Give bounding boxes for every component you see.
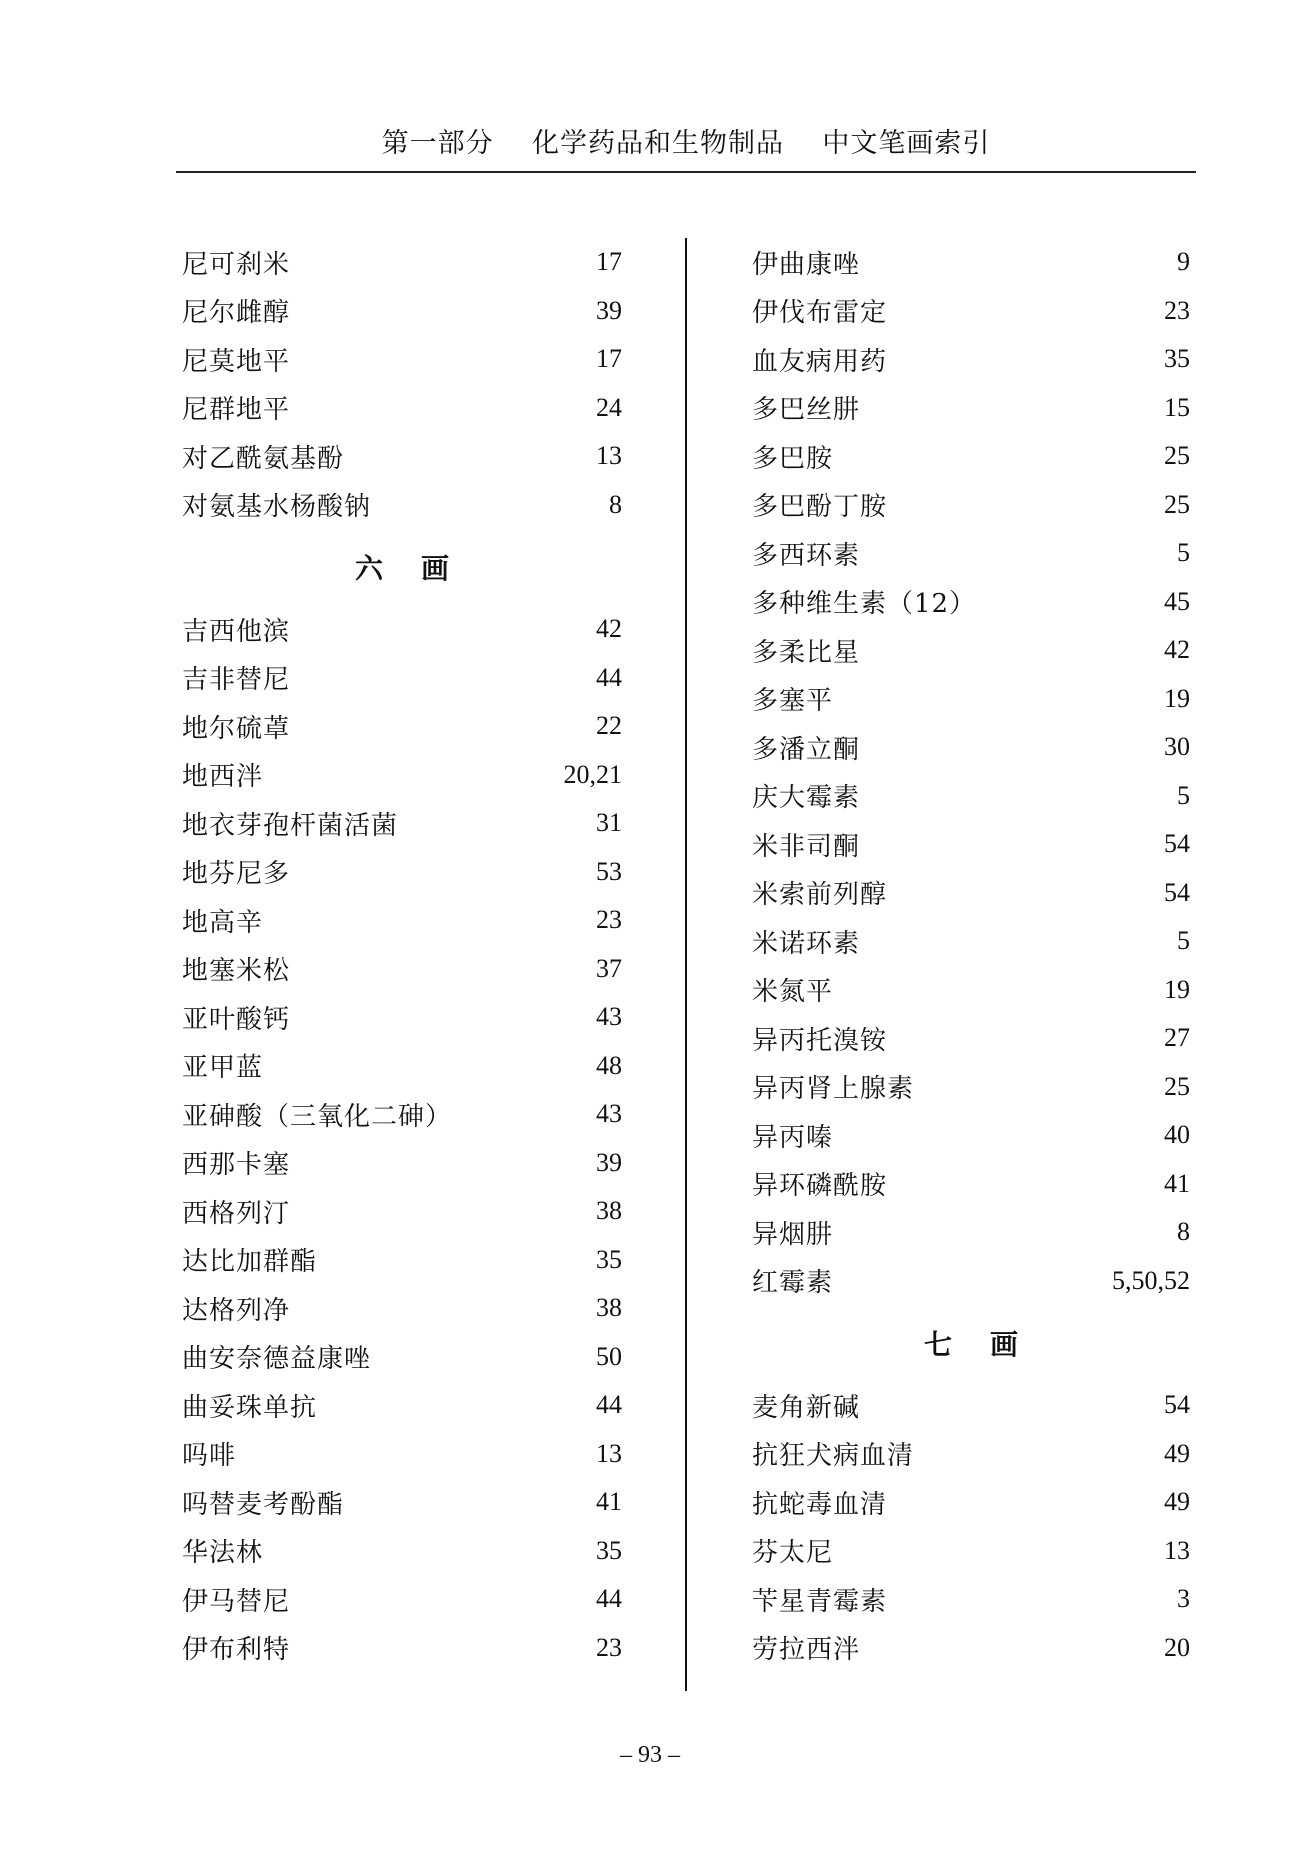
page-reference: 40: [1164, 1120, 1190, 1150]
index-entry: [182, 1139, 622, 1188]
drug-name: 庆大霉素: [752, 783, 861, 814]
page-reference: 5,50,52: [1112, 1265, 1190, 1295]
drug-name: 多巴酚丁胺: [752, 492, 888, 523]
running-header: 第一部分 化学药品和生物制品 中文笔画索引: [381, 128, 991, 159]
drug-name: 地西泮: [182, 762, 264, 793]
drug-name: 米非司酮: [752, 831, 861, 862]
index-entry: [752, 238, 1190, 287]
page-reference: 42: [1164, 635, 1190, 665]
index-entry: [752, 772, 1190, 821]
drug-name: 多柔比星: [752, 637, 861, 668]
drug-name: 西格列汀: [182, 1198, 291, 1229]
page-reference: 43: [596, 1099, 622, 1129]
index-entry: [752, 1208, 1190, 1257]
page-reference: 50: [596, 1341, 622, 1371]
drug-name: 亚甲蓝: [182, 1053, 264, 1084]
index-entry: [182, 1187, 622, 1236]
drug-name: 红霉素: [752, 1268, 834, 1299]
page-reference: 5: [1177, 538, 1190, 568]
page-reference: 44: [596, 1390, 622, 1420]
drug-name: 劳拉西泮: [752, 1635, 861, 1666]
index-entry: [752, 1111, 1190, 1160]
stroke-count-heading: 七画: [923, 1328, 1056, 1361]
page-reference: 5: [1177, 780, 1190, 810]
index-entry: [752, 1063, 1190, 1112]
index-entry: [182, 1236, 622, 1285]
page-reference: 43: [596, 1002, 622, 1032]
page-reference: 22: [596, 711, 622, 741]
index-entry: [182, 605, 622, 654]
page-reference: 30: [1164, 732, 1190, 762]
index-entry: [752, 1575, 1190, 1624]
drug-name: 多种维生素（12）: [752, 589, 977, 620]
page-number: – 93 –: [620, 1742, 680, 1768]
index-entry: [182, 238, 622, 287]
index-entry: [182, 481, 622, 530]
drug-name: 吉非替尼: [182, 665, 291, 696]
page-reference: 8: [1177, 1217, 1190, 1247]
drug-name: 地衣芽孢杆菌活菌: [182, 810, 399, 841]
drug-name: 异丙托溴铵: [752, 1025, 888, 1056]
drug-name: 伊曲康唑: [752, 249, 861, 280]
page-reference: 41: [596, 1487, 622, 1517]
page-reference: 15: [1164, 392, 1190, 422]
drug-name: 多巴丝肼: [752, 395, 861, 426]
drug-name: 麦角新碱: [752, 1392, 861, 1423]
page-reference: 23: [596, 1632, 622, 1662]
drug-name: 吗啡: [182, 1441, 237, 1472]
index-entry: [752, 917, 1190, 966]
index-entry: [752, 966, 1190, 1015]
page-reference: 13: [596, 441, 622, 471]
page-reference: 35: [596, 1244, 622, 1274]
index-entry: [182, 1284, 622, 1333]
drug-name: 血友病用药: [752, 346, 888, 377]
drug-name: 地尔硫䓬: [182, 713, 291, 744]
drug-name: 米索前列醇: [752, 880, 888, 911]
page-reference: 5: [1177, 926, 1190, 956]
drug-name: 达比加群酯: [182, 1247, 318, 1278]
index-entry: [182, 1624, 622, 1673]
page-reference: 44: [596, 1584, 622, 1614]
drug-name: 多塞平: [752, 686, 834, 717]
index-entry: [182, 287, 622, 336]
drug-name: 华法林: [182, 1538, 264, 1569]
index-entry: [752, 1478, 1190, 1527]
page-reference: 37: [596, 953, 622, 983]
index-entry: [752, 335, 1190, 384]
drug-name: 米诺环素: [752, 928, 861, 959]
drug-name: 多巴胺: [752, 443, 834, 474]
page-reference: 49: [1164, 1487, 1190, 1517]
page-reference: 53: [596, 856, 622, 886]
index-entry: [752, 1160, 1190, 1209]
drug-name: 尼尔雌醇: [182, 298, 291, 329]
page-reference: 35: [596, 1535, 622, 1565]
drug-name: 尼群地平: [182, 395, 291, 426]
index-entry: [182, 1575, 622, 1624]
page-reference: 48: [596, 1050, 622, 1080]
index-column-right: [752, 238, 1190, 1672]
page-reference: 42: [596, 614, 622, 644]
index-entry: [182, 654, 622, 703]
drug-name: 对氨基水杨酸钠: [182, 492, 372, 523]
index-entry: [752, 384, 1190, 433]
page-reference: 27: [1164, 1023, 1190, 1053]
drug-name: 西那卡塞: [182, 1150, 291, 1181]
page-reference: 19: [1164, 683, 1190, 713]
page-reference: 54: [1164, 829, 1190, 859]
drug-name: 吗替麦考酚酯: [182, 1489, 345, 1520]
page-reference: 38: [596, 1196, 622, 1226]
index-entry: [752, 675, 1190, 724]
page-reference: 25: [1164, 489, 1190, 519]
page-reference: 19: [1164, 974, 1190, 1004]
drug-name: 抗狂犬病血清: [752, 1441, 915, 1472]
page-reference: 25: [1164, 441, 1190, 471]
drug-name: 对乙酰氨基酚: [182, 443, 345, 474]
index-entry: [752, 432, 1190, 481]
index-entry: [752, 1381, 1190, 1430]
drug-name: 米氮平: [752, 977, 834, 1008]
index-entry: [182, 1527, 622, 1576]
index-entry: [182, 945, 622, 994]
page-reference: 39: [596, 1147, 622, 1177]
page-reference: 20: [1164, 1632, 1190, 1662]
drug-name: 伊伐布雷定: [752, 298, 888, 329]
page-reference: 54: [1164, 877, 1190, 907]
index-entry: [182, 1333, 622, 1382]
page-reference: 38: [596, 1293, 622, 1323]
index-entry: [182, 335, 622, 384]
index-entry: [182, 432, 622, 481]
drug-name: 地芬尼多: [182, 859, 291, 890]
page-reference: 17: [596, 247, 622, 277]
header-rule: [176, 171, 1196, 173]
index-entry: [752, 287, 1190, 336]
drug-name: 异烟肼: [752, 1219, 834, 1250]
page-reference: 45: [1164, 586, 1190, 616]
drug-name: 曲妥珠单抗: [182, 1392, 318, 1423]
index-entry: [752, 578, 1190, 627]
page-reference: 8: [609, 489, 622, 519]
drug-name: 吉西他滨: [182, 616, 291, 647]
index-entry: [752, 723, 1190, 772]
drug-name: 曲安奈德益康唑: [182, 1344, 372, 1375]
page-reference: 54: [1164, 1390, 1190, 1420]
index-entry: [752, 1527, 1190, 1576]
page-reference: 41: [1164, 1168, 1190, 1198]
drug-name: 尼可刹米: [182, 249, 291, 280]
index-entry: [182, 799, 622, 848]
drug-name: 地高辛: [182, 907, 264, 938]
index-entry: [182, 993, 622, 1042]
index-entry: [752, 626, 1190, 675]
page-reference: 24: [596, 392, 622, 422]
index-entry: [182, 702, 622, 751]
page-reference: 39: [596, 295, 622, 325]
page-reference: 49: [1164, 1438, 1190, 1468]
drug-name: 亚砷酸（三氧化二砷）: [182, 1101, 453, 1132]
index-entry: [182, 896, 622, 945]
index-entry: [182, 751, 622, 800]
page-reference: 20,21: [563, 759, 622, 789]
index-entry: [182, 848, 622, 897]
drug-name: 亚叶酸钙: [182, 1004, 291, 1035]
index-entry: [182, 1430, 622, 1479]
drug-name: 伊马替尼: [182, 1586, 291, 1617]
drug-name: 尼莫地平: [182, 346, 291, 377]
index-entry: [752, 1430, 1190, 1479]
index-entry: [752, 820, 1190, 869]
index-entry: [182, 1478, 622, 1527]
page-reference: 3: [1177, 1584, 1190, 1614]
page-reference: 23: [596, 905, 622, 935]
page-reference: 35: [1164, 344, 1190, 374]
index-entry: [182, 1042, 622, 1091]
page-reference: 25: [1164, 1071, 1190, 1101]
drug-name: 伊布利特: [182, 1635, 291, 1666]
stroke-count-heading: 六画: [354, 552, 487, 585]
index-entry: [752, 1624, 1190, 1673]
page-reference: 13: [1164, 1535, 1190, 1565]
page-reference: 17: [596, 344, 622, 374]
index-entry: [752, 1257, 1190, 1306]
drug-name: 达格列净: [182, 1295, 291, 1326]
page-reference: 31: [596, 808, 622, 838]
drug-name: 芬太尼: [752, 1538, 834, 1569]
index-entry: [182, 1090, 622, 1139]
index-entry: [182, 384, 622, 433]
index-entry: [752, 529, 1190, 578]
page-reference: 9: [1177, 247, 1190, 277]
drug-name: 苄星青霉素: [752, 1586, 888, 1617]
drug-name: 多潘立酮: [752, 734, 861, 765]
drug-name: 地塞米松: [182, 956, 291, 987]
drug-name: 抗蛇毒血清: [752, 1489, 888, 1520]
column-divider: [685, 238, 687, 1691]
index-entry: [182, 1381, 622, 1430]
index-entry: [752, 481, 1190, 530]
drug-name: 异环磷酰胺: [752, 1171, 888, 1202]
index-entry: [752, 1014, 1190, 1063]
index-entry: [752, 869, 1190, 918]
index-column-left: [182, 238, 622, 1672]
page-reference: 13: [596, 1438, 622, 1468]
drug-name: 异丙嗪: [752, 1122, 834, 1153]
drug-name: 异丙肾上腺素: [752, 1074, 915, 1105]
drug-name: 多西环素: [752, 540, 861, 571]
page-reference: 44: [596, 662, 622, 692]
page-reference: 23: [1164, 295, 1190, 325]
